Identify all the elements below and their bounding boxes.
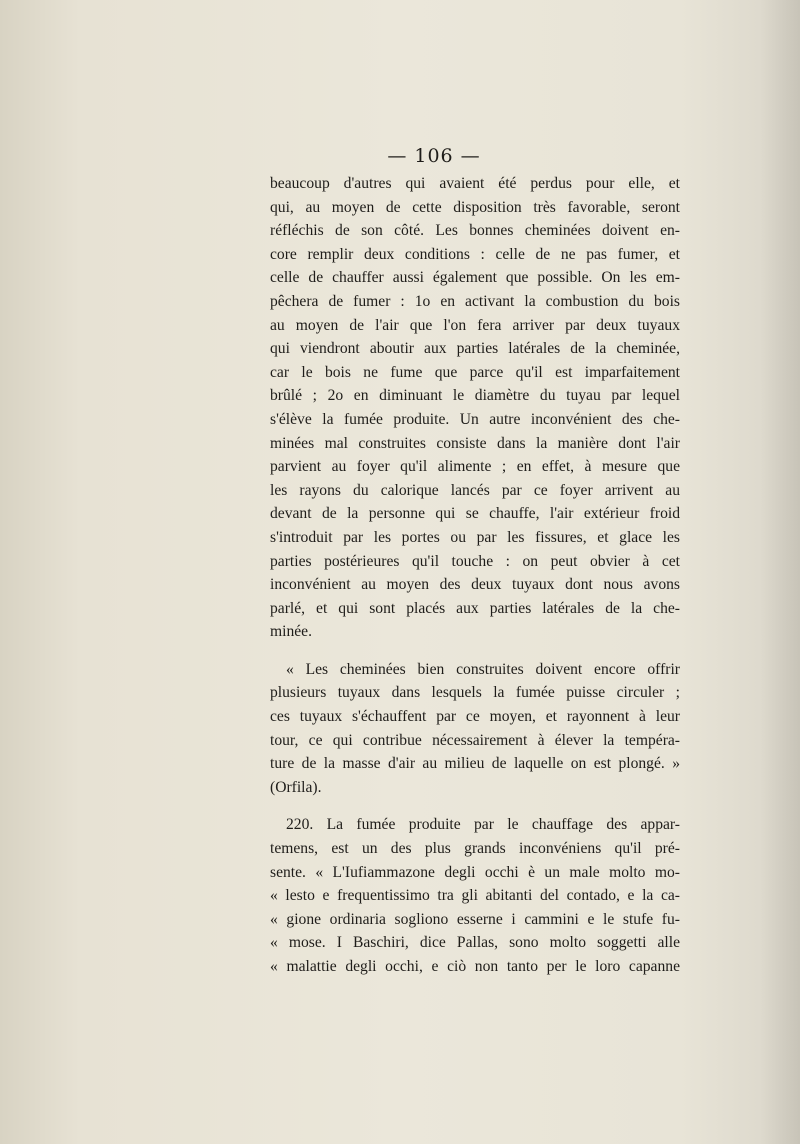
page-number: — 106 —: [387, 145, 481, 167]
text-line: s'introduit par les portes ou par les fissures, et glace les: [270, 528, 680, 546]
text-line: (Orfila).: [270, 778, 322, 796]
text-line: qui viendront aboutir aux parties latérales de la cheminée,: [270, 340, 680, 358]
page-edge-shadow: [760, 0, 800, 1144]
page-body: [270, 172, 680, 979]
text-line: s'élève la fumée produite. Un autre inconvénient des che-: [270, 410, 680, 428]
text-line: ces tuyaux s'échauffent par ce moyen, et rayonnent à leur: [270, 708, 680, 726]
text-line: celle de chauffer aussi également que possible. On les em-: [270, 269, 680, 287]
text-line: « gione ordinaria sogliono esserne i cammini e le stufe fu-: [270, 910, 680, 928]
text-line: car le bois ne fume que parce qu'il est imparfaitement: [270, 363, 680, 381]
text-line: minée.: [270, 623, 312, 641]
text-line: « Les cheminées bien construites doivent encore offrir: [286, 660, 680, 678]
text-line: inconvénient au moyen des deux tuyaux dont nous avons: [270, 576, 680, 594]
text-line: minées mal construites consiste dans la manière dont l'air: [270, 434, 680, 452]
text-line: temens, est un des plus grands inconvéniens qu'il pré-: [270, 840, 680, 858]
text-line: « lesto e frequentissimo tra gli abitanti del contado, e la ca-: [270, 887, 680, 905]
paragraph-section-220: [270, 813, 680, 978]
text-line: brûlé ; 2o en diminuant le diamètre du tuyau par lequel: [270, 387, 680, 405]
text-line: « malattie degli occhi, e ciò non tanto per le loro capanne: [270, 958, 680, 975]
text-line: pêchera de fumer : 1o en activant la combustion du bois: [270, 292, 680, 310]
text-line: réfléchis de son côté. Les bonnes cheminées doivent en-: [270, 222, 680, 240]
text-line: parlé, et qui sont placés aux parties latérales de la che-: [270, 599, 680, 617]
text-line: qui, au moyen de cette disposition très favorable, seront: [270, 198, 680, 216]
text-line: les rayons du calorique lancés par ce foyer arrivent au: [270, 481, 680, 499]
text-line: beaucoup d'autres qui avaient été perdus pour elle, et: [270, 175, 680, 192]
paragraph-gap: [270, 644, 680, 658]
text-line: devant de la personne qui se chauffe, l'air extérieur froid: [270, 505, 680, 523]
paragraph-gap: [270, 799, 680, 813]
text-line: parvient au foyer qu'il alimente ; en effet, à mesure que: [270, 458, 680, 476]
text-line: plusieurs tuyaux dans lesquels la fumée puisse circuler ;: [270, 684, 680, 702]
text-line: sente. « L'Iufiammazone degli occhi è un male molto mo-: [270, 863, 680, 881]
text-line: ture de la masse d'air au milieu de laquelle on est plongé. »: [270, 755, 680, 773]
text-line: parties postérieures qu'il touche : on peut obvier à cet: [270, 552, 680, 570]
paragraph-quote: [270, 658, 680, 800]
text-line: 220. La fumée produite par le chauffage des appar-: [286, 816, 680, 834]
paragraph: [270, 172, 680, 644]
text-line: au moyen de l'air que l'on fera arriver par deux tuyaux: [270, 316, 680, 334]
text-line: core remplir deux conditions : celle de ne pas fumer, et: [270, 245, 680, 263]
text-line: tour, ce qui contribue nécessairement à élever la tempéra-: [270, 731, 680, 749]
text-line: « mose. I Baschiri, dice Pallas, sono molto soggetti alle: [270, 934, 680, 952]
